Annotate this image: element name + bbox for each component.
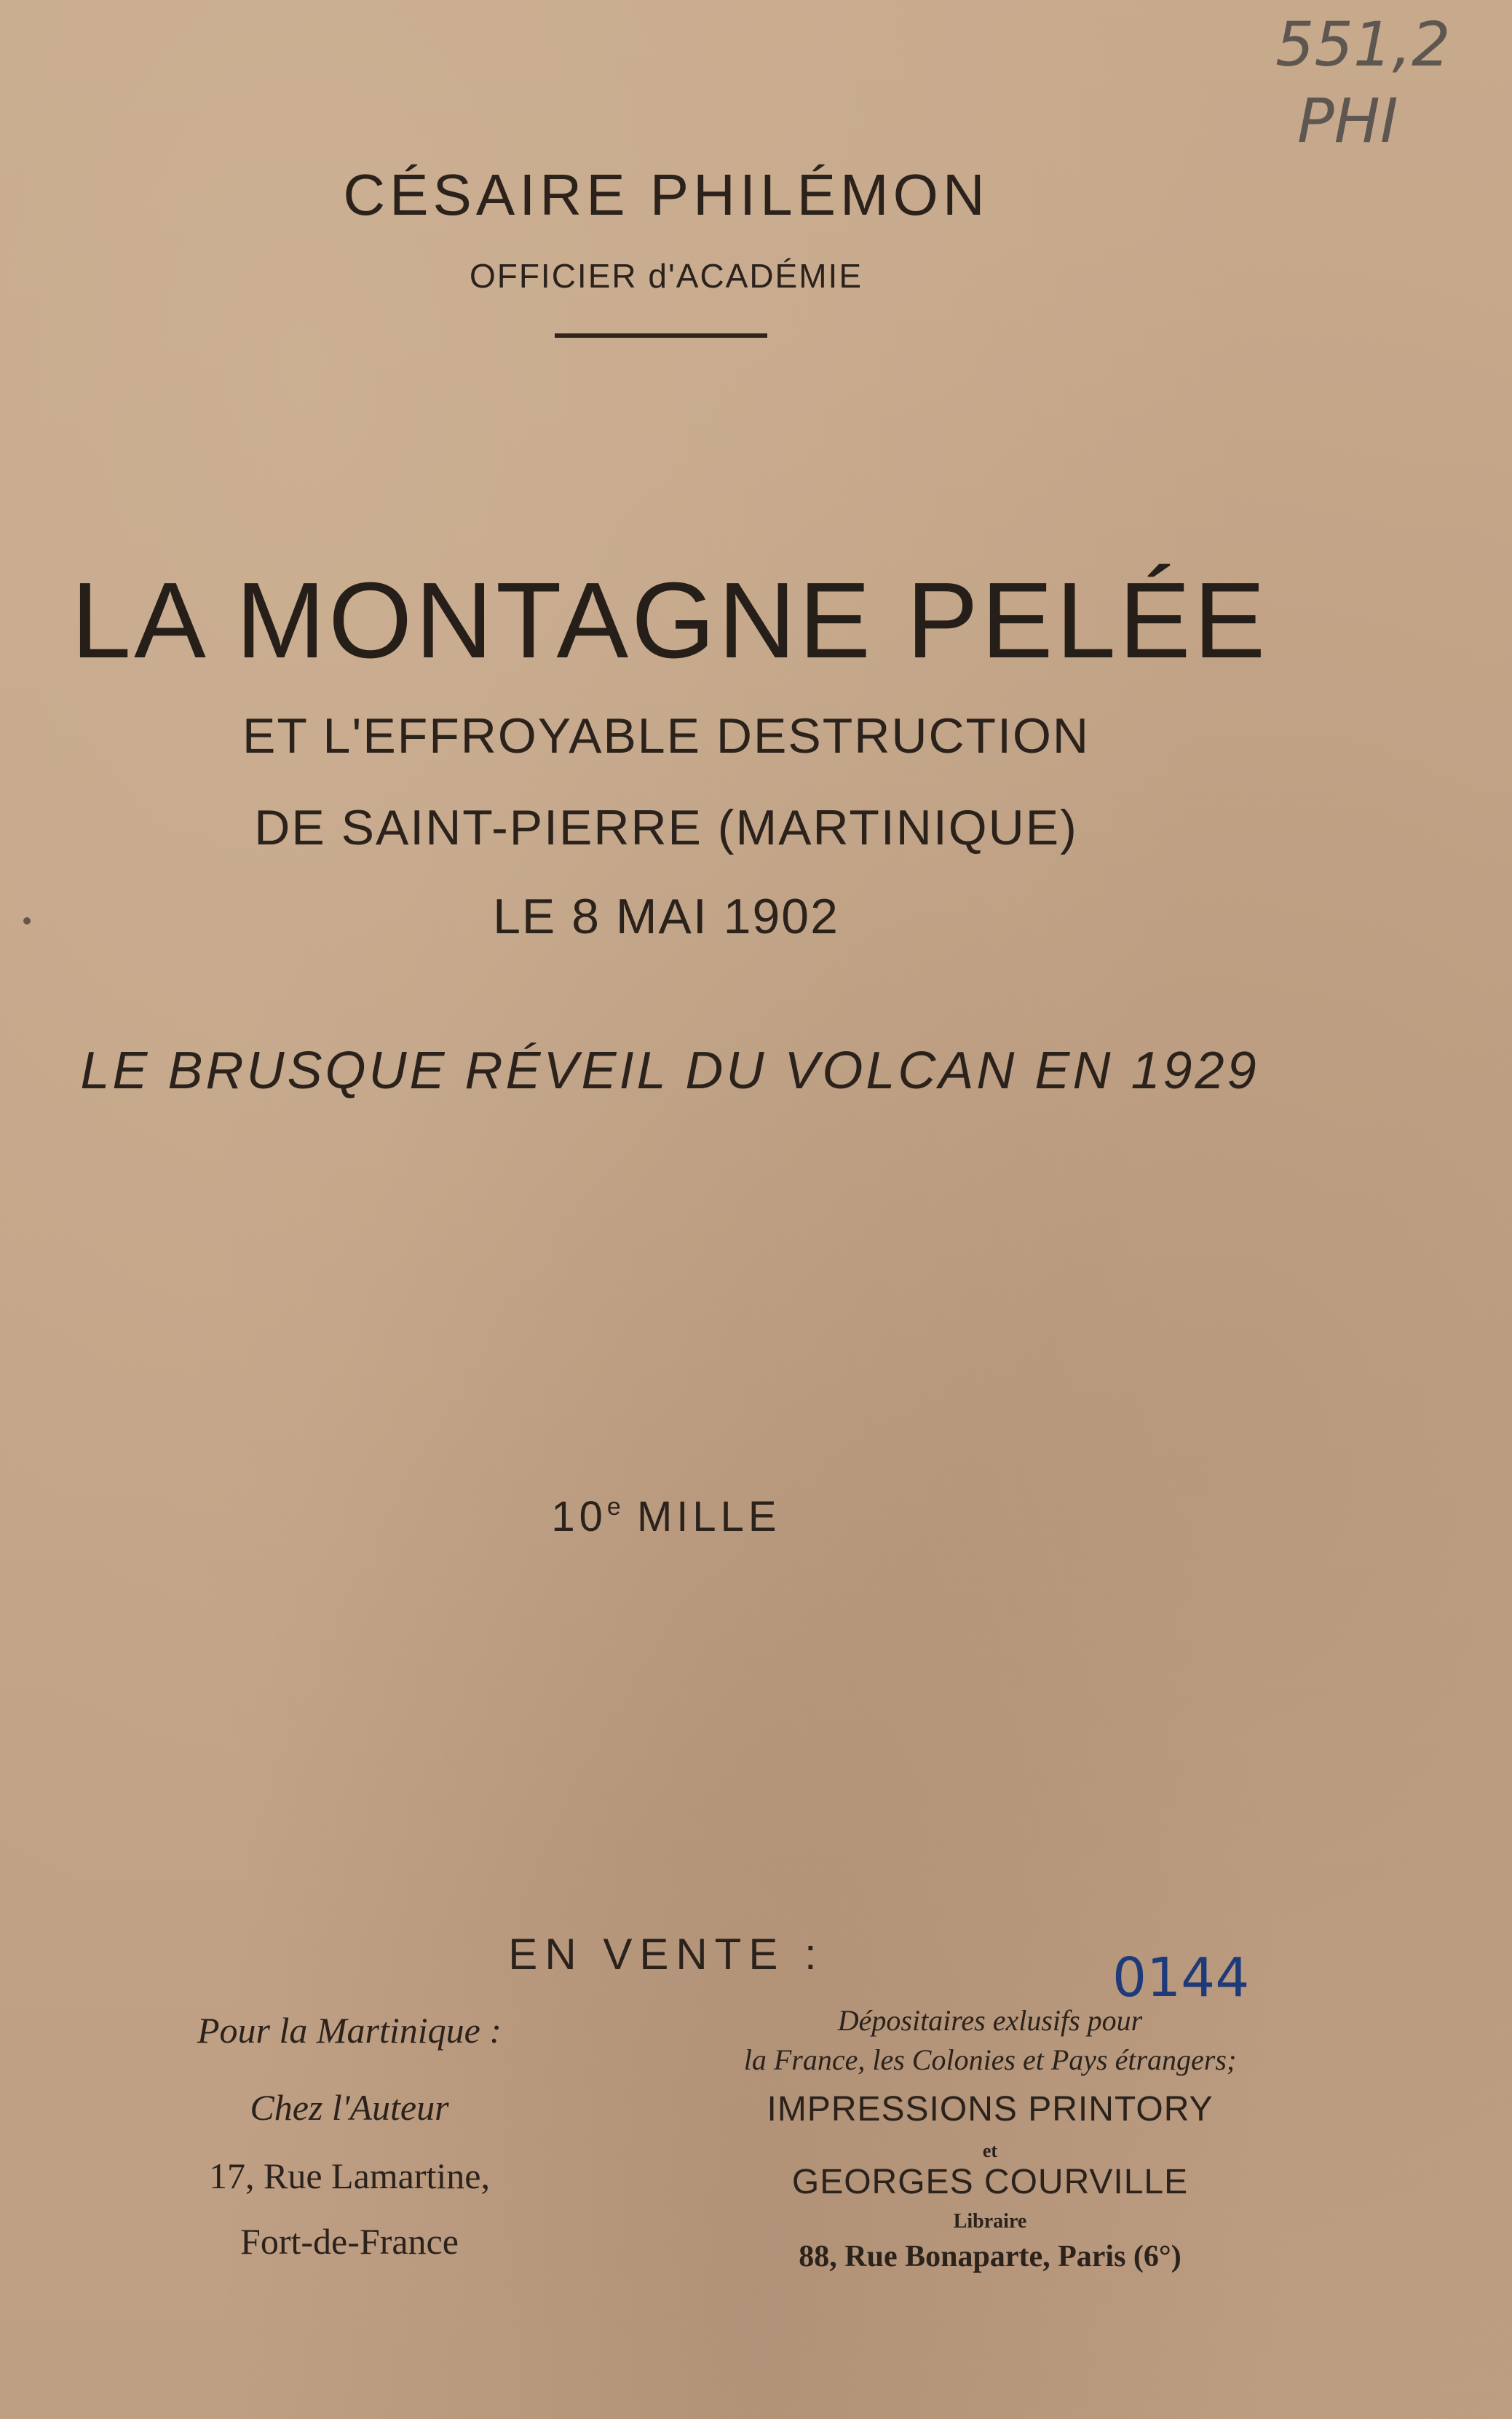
- bookseller-address: 88, Rue Bonaparte, Paris (6°): [799, 2240, 1182, 2273]
- edition-notice: [0, 1492, 1332, 1541]
- subtitle-line-2: DE SAINT-PIERRE (MARTINIQUE): [254, 800, 1078, 855]
- martinique-label: Pour la Martinique :: [197, 2010, 502, 2051]
- sale-heading: EN VENTE :: [508, 1930, 824, 1979]
- subtitle-line-1: ET L'EFFROYABLE DESTRUCTION: [242, 708, 1090, 764]
- subtitle-reveil: LE BRUSQUE RÉVEIL DU VOLCAN EN 1929: [80, 1042, 1259, 1100]
- author-distinction: OFFICIER d'ACADÉMIE: [469, 257, 863, 295]
- martinique-city: Fort-de-France: [240, 2221, 459, 2262]
- depositaires-line-1: Dépositaires exlusifs pour: [837, 2004, 1143, 2037]
- shelfmark-line2: PHI: [1297, 85, 1398, 157]
- printer-name: IMPRESSIONS PRINTORY: [767, 2090, 1214, 2129]
- subtitle-date: LE 8 MAI 1902: [493, 889, 839, 944]
- inventory-number: 0144: [1112, 1947, 1250, 2009]
- pencil-shelfmark: [1268, 7, 1487, 160]
- author-name: CÉSAIRE PHILÉMON: [343, 162, 989, 227]
- shelfmark-line1: 551,2: [1275, 9, 1451, 80]
- bookseller-name: GEORGES COURVILLE: [791, 2163, 1189, 2201]
- edition-label: MILLE: [636, 1493, 781, 1540]
- edition-number: 10: [551, 1493, 607, 1540]
- conjunction-et: et: [982, 2140, 998, 2161]
- martinique-chez: Chez l'Auteur: [250, 2087, 449, 2128]
- book-title: LA MONTAGNE PELÉE: [71, 561, 1269, 681]
- martinique-address: 17, Rue Lamartine,: [209, 2155, 490, 2196]
- edition-superscript: e: [606, 1493, 621, 1521]
- depositaires-line-2: la France, les Colonies et Pays étrangers;: [743, 2043, 1237, 2076]
- bookseller-role: Libraire: [953, 2210, 1027, 2233]
- title-divider: [555, 333, 767, 338]
